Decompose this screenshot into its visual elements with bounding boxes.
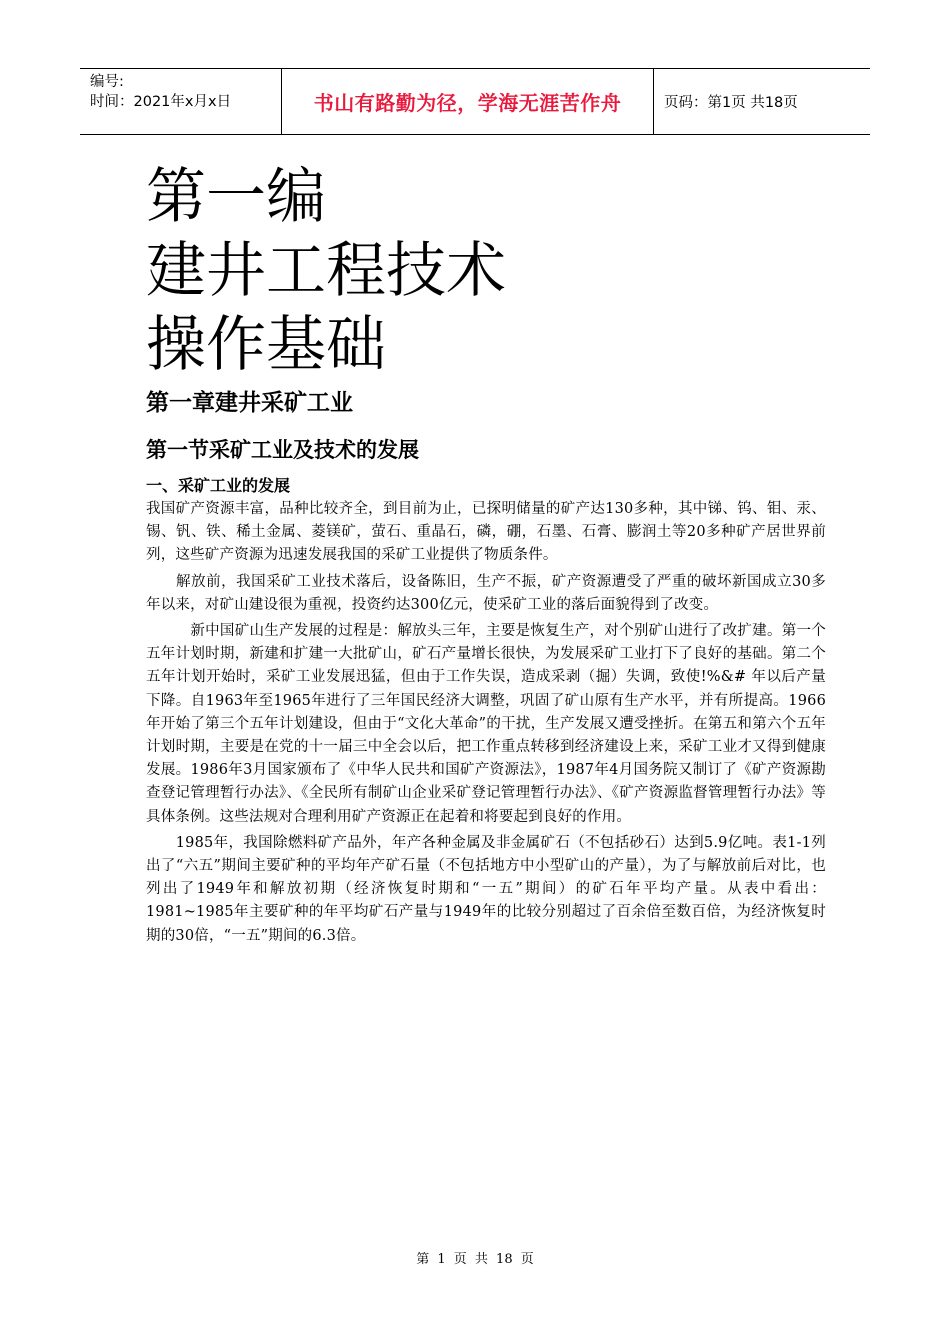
header-motto: 书山有路勤为径，学海无涯苦作舟 — [313, 91, 622, 115]
page-footer: 第 1 页 共 18 页 — [416, 1252, 534, 1267]
section-heading: 第一节采矿工业及技术的发展 — [146, 437, 419, 462]
header-page-info — [654, 69, 870, 134]
paragraph-4: 1985年，我国除燃料矿产品外，年产各种金属及非金属矿石（不包括砂石）达到5.9亿吨。表1-1列出了“六五”期间主要矿种的平均年产矿石量（不包括地方中小型矿山的产量），为了与解放前后对比，也列出了1949年和解放初期（经济恢复时期和“一五”期间）的矿石年平均产量。从表中看出：1981~1985年主要矿种的年平均矿石产量与1949年的比较分别超过了百余倍至数百倍，为经济恢复时期的30倍，“一五”期间的6.3倍。 — [146, 834, 826, 944]
paragraph-2: 解放前，我国采矿工业技术落后，设备陈旧，生产不振，矿产资源遭受了严重的破坏新国成立30多年以来，对矿山建设很为重视，投资约达300亿元，使采矿工业的落后面貌得到了改变。 — [146, 573, 826, 613]
part-title-line-3: 操作基础 — [146, 310, 386, 380]
part-title-line-2: 建井工程技术 — [146, 236, 506, 306]
part-title — [146, 160, 826, 382]
header-page-label: 页码：第1页 共18页 — [664, 95, 798, 111]
document-number-label: 编号: — [90, 74, 124, 90]
subsection-heading: 一、采矿工业的发展 — [146, 476, 291, 495]
document-time-label: 时间：2021年x月x日 — [90, 94, 232, 110]
part-title-line-1: 第一编 — [146, 162, 326, 232]
document-body — [146, 160, 826, 951]
page-header — [80, 68, 870, 135]
chapter-heading: 第一章建井采矿工业 — [146, 389, 353, 416]
paragraph-3: 新中国矿山生产发展的过程是：解放头三年，主要是恢复生产，对个别矿山进行了改扩建。第一个五年计划时期，新建和扩建一大批矿山，矿石产量增长很快，为发展采矿工业打下了良好的基础。第二个五年计划开始时，采矿工业发展迅猛，但由于工作失误，造成采剥（掘）失调，致使!%&# 年以后产量下降。自1963年至1965年进行了三年国民经济大调整，巩固了矿山原有生产水平，并有所提高。1966年开始了第三个五年计划建设，但由于“文化大革命”的干扰，生产发展又遭受挫折。在第五和第六个五年计划时期，主要是在党的十一届三中全会以后，把工作重点转移到经济建设上来，采矿工业才又得到健康发展。1986年3月国家颁布了《中华人民共和国矿产资源法》，1987年4月国务院又制订了《矿产资源勘查登记管理暂行办法》、《全民所有制矿山企业采矿登记管理暂行办法》、《矿产资源监督管理暂行办法》等具体条例。这些法规对合理利用矿产资源正在起着和将要起到良好的作用。 — [146, 623, 826, 825]
header-meta — [80, 69, 282, 134]
paragraph-1: 我国矿产资源丰富，品种比较齐全，到目前为止，已探明储量的矿产达130多种，其中锑、钨、钼、汞、锡、钒、铁、稀土金属、菱镁矿，萤石、重晶石，磷，硼，石墨、石膏、膨润土等20多种矿产居世界前列，这些矿产资源为迅速发展我国的采矿工业提供了物质条件。 — [146, 501, 826, 564]
header-motto-cell — [282, 69, 654, 134]
